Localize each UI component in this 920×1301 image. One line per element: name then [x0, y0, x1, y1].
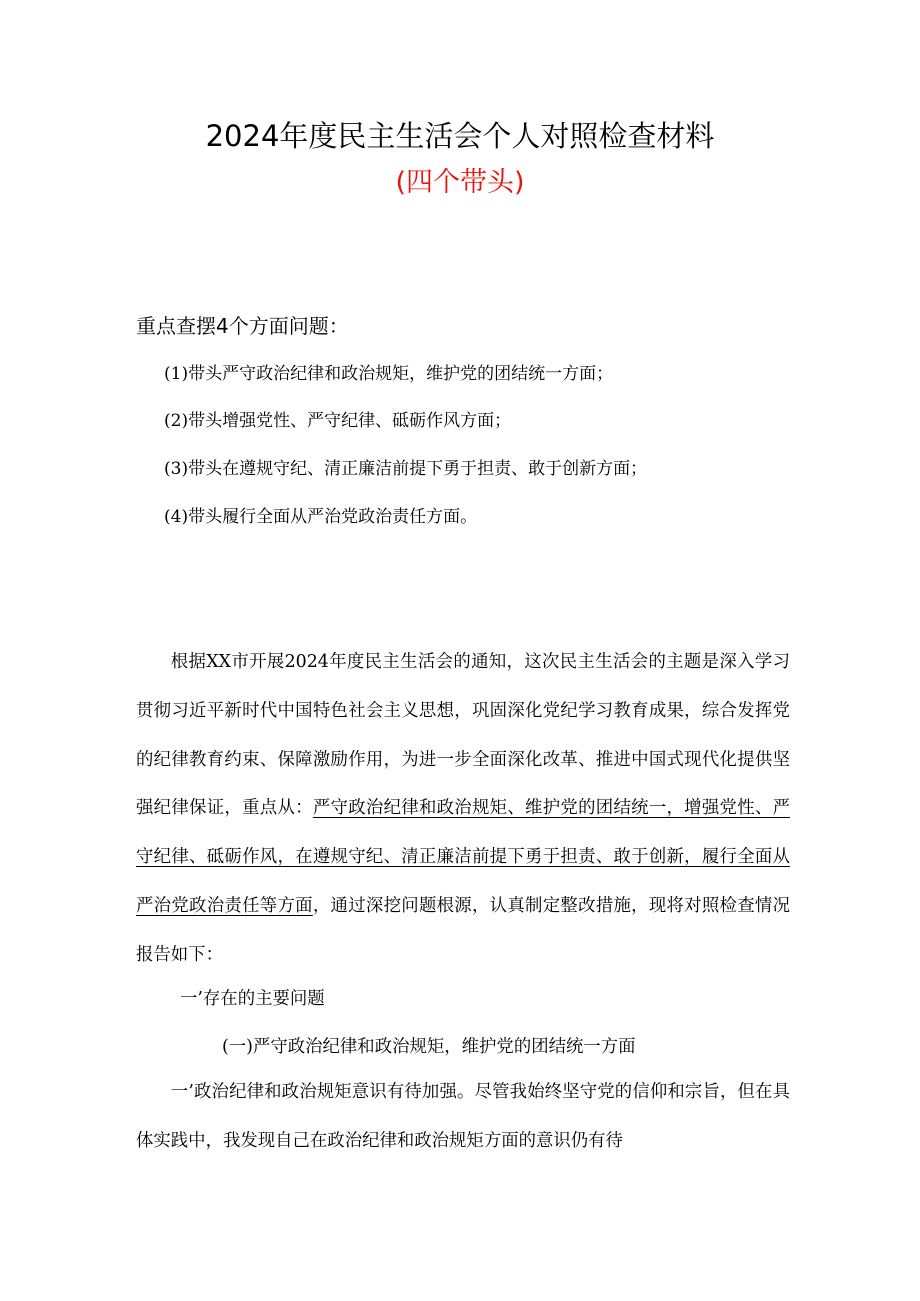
intro-underlined-text: 严守政治纪律和政治规矩、维护党的团结统一，增强党性、严守纪律、砥砺作风，在遵规守纪、清正廉洁前提下勇于担责、敢于创新，履行全面从严治党政治责任等方面	[136, 798, 790, 916]
section-heading: 一’存在的主要问题	[180, 989, 325, 1009]
focus-item: (3)带头在遵规守纪、清正廉洁前提下勇于担责、敢于创新方面；	[164, 459, 648, 479]
focus-item: (4)带头履行全面从严治党政治责任方面。	[164, 507, 478, 527]
intro-paragraph	[136, 638, 790, 980]
document-subtitle: (四个带头)	[395, 167, 525, 198]
focus-item: (1)带头严守政治纪律和政治规矩，维护党的团结统一方面；	[164, 364, 614, 384]
focus-heading: 重点查摆4个方面问题：	[136, 314, 349, 338]
document-title: 2024年度民主生活会个人对照检查材料	[205, 119, 715, 153]
section-paragraph: 一’政治纪律和政治规矩意识有待加强。尽管我始终坚守党的信仰和宗旨，但在具体实践中，我发现自己在政治纪律和政治规矩方面的意识仍有待	[136, 1082, 790, 1151]
intro-text: 根据XX市开展2024年度民主生活会的通知，这次民主生活会的主题是深入学习贯彻习近平新时代中国特色社会主义思想，巩固深化党纪学习教育成果，综合发挥党的纪律教育约束、保障激励作用，为进一步全面深化改革、推进中国式现代化提供坚强纪律保证，重点从：	[136, 652, 790, 819]
focus-item: (2)带头增强党性、严守纪律、砥砺作风方面；	[164, 411, 512, 431]
subsection-heading: (一)严守政治纪律和政治规矩，维护党的团结统一方面	[222, 1037, 636, 1057]
intro-text-end: ，通过深挖问题根源，认真制定整改措施，现将对照检查情况报告如下：	[136, 895, 790, 965]
